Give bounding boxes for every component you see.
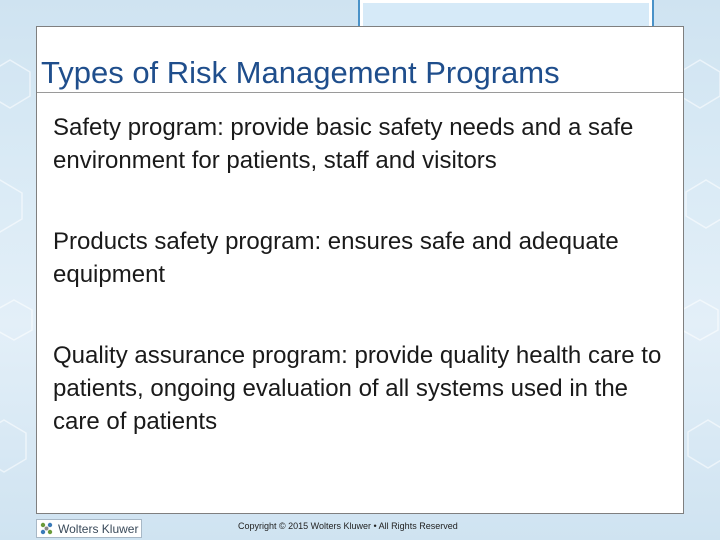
bullet-item: Products safety program: ensures safe and adequate equipment [53,228,619,288]
bullet-item: Safety program: provide basic safety needs and a safe environment for patients, staff and visitors [53,114,634,174]
wolters-kluwer-logo-icon [39,521,54,536]
bullet-list [53,111,679,486]
bullet-item: Quality assurance program: provide quality health care to patients, ongoing evaluation of all systems used in the care of patients [53,342,662,435]
footer [0,514,720,540]
wolters-kluwer-logo [36,519,142,538]
copyright-notice: Copyright © 2015 Wolters Kluwer • All Rights Reserved [238,521,458,531]
slide-title: Types of Risk Management Programs [41,55,560,90]
title-area [37,27,683,93]
logo-text: Wolters Kluwer [58,521,139,536]
slide-panel [36,26,684,514]
